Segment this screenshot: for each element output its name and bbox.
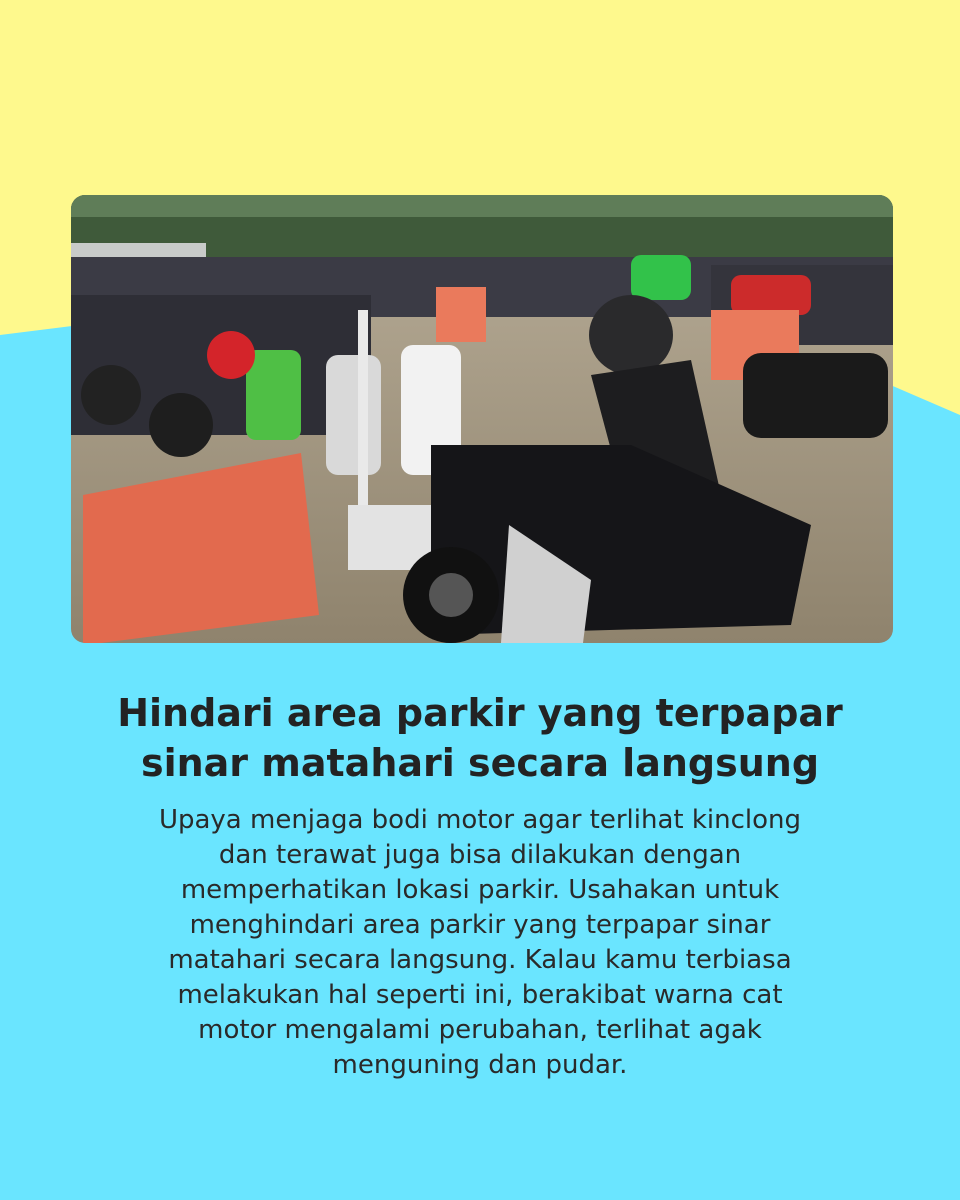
- body-line: menghindari area parkir yang terpapar sinar: [189, 910, 771, 940]
- headline: [60, 688, 900, 788]
- body-line: menguning dan pudar.: [332, 1050, 628, 1080]
- body-line: melakukan hal seperti ini, berakibat warna cat: [177, 980, 783, 1010]
- parking-lot-photo: [71, 195, 893, 643]
- headline-line: sinar matahari secara langsung: [140, 741, 820, 785]
- body-line: Upaya menjaga bodi motor agar terlihat kinclong: [158, 805, 802, 835]
- headline-line: Hindari area parkir yang terpapar: [117, 691, 843, 735]
- body-line: memperhatikan lokasi parkir. Usahakan untuk: [180, 875, 780, 905]
- body-line: dan terawat juga bisa dilakukan dengan: [218, 840, 742, 870]
- body-line: motor mengalami perubahan, terlihat agak: [198, 1015, 762, 1045]
- body-paragraph: [70, 803, 890, 1083]
- body-line: matahari secara langsung. Kalau kamu terbiasa: [168, 945, 792, 975]
